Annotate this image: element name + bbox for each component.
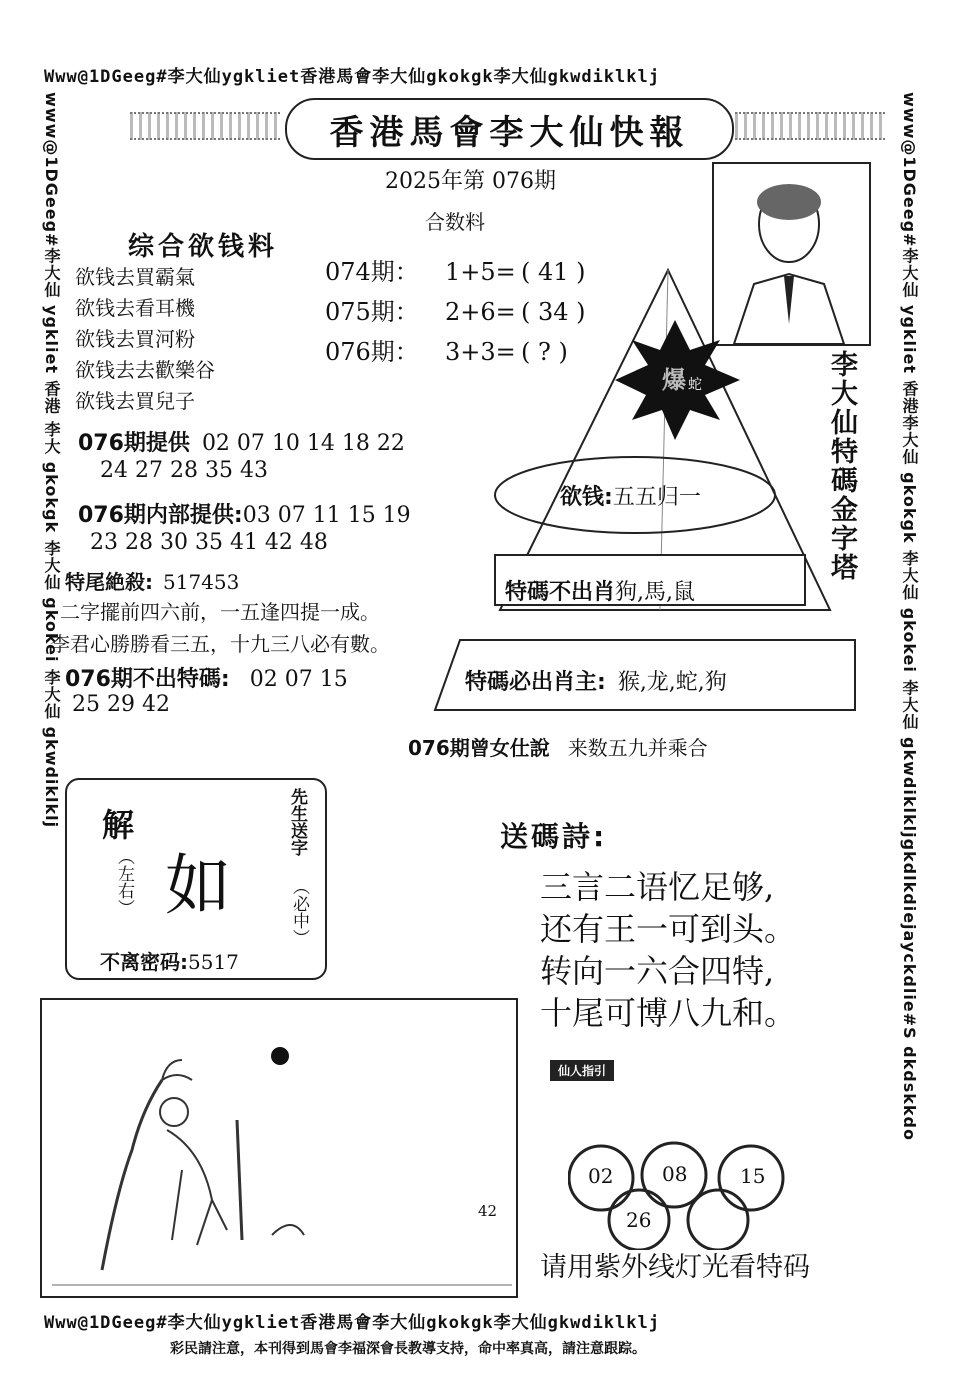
page-title: 香港馬會李大仙快報 bbox=[285, 98, 734, 160]
internal-line1: 03 07 11 15 19 bbox=[242, 503, 411, 528]
rings-caption: 请用紫外线灯光看特码 bbox=[540, 1252, 810, 1283]
provide-line1: 02 07 10 14 18 22 bbox=[201, 431, 405, 456]
provide-row bbox=[78, 426, 405, 457]
ring-number: 26 bbox=[626, 1208, 652, 1232]
internal-line2: 23 28 30 35 41 42 48 bbox=[90, 530, 328, 555]
ring-number: 08 bbox=[662, 1162, 688, 1186]
riddle-jie: 解 bbox=[102, 806, 135, 844]
poem-heading: 送碼詩: bbox=[500, 820, 608, 853]
right-border-text: www@1DGeeg#李大仙 ygkliet 香港李大仙 gkokgk 李大仙 gkokei 李大仙 gkwdiklkljgkdlkdiejayckdlie#S dkdskkdo bbox=[900, 92, 919, 1141]
sum-period: 076期： bbox=[325, 338, 419, 366]
verse-line-1: 二字擺前四六前，一五逢四提一成。 bbox=[60, 600, 380, 624]
riddle-side: （左右） bbox=[114, 848, 134, 916]
provide-line2: 24 27 28 35 43 bbox=[100, 458, 268, 483]
wish-item: 欲钱去買兒子 bbox=[75, 389, 195, 413]
no-code-line2: 25 29 42 bbox=[72, 692, 170, 717]
no-code-line1: 02 07 15 bbox=[249, 667, 348, 692]
wish-list bbox=[75, 262, 215, 417]
riddle-right-tag: （必中） bbox=[289, 878, 309, 946]
sum-period: 075期： bbox=[325, 298, 419, 326]
notice-text: 彩民請注意，本刊得到馬會李福深會長教導支持，命中率真高，請注意跟踪。 bbox=[170, 1341, 646, 1357]
riddle-code-value: 5517 bbox=[188, 950, 239, 974]
sum-result: ( 41 ) bbox=[521, 258, 586, 286]
picture-box bbox=[40, 998, 518, 1298]
must-value: 猴,龙,蛇,狗 bbox=[617, 670, 727, 695]
title-decoration-right bbox=[735, 112, 885, 140]
issue-number: 2025年第 076期 bbox=[385, 169, 556, 194]
ring-number: 02 bbox=[588, 1164, 614, 1188]
ring-number: 15 bbox=[740, 1164, 766, 1188]
wish-row bbox=[560, 480, 701, 511]
riddle-code-label: 不离密码: bbox=[100, 950, 188, 974]
internal-label: 076期内部提供: bbox=[78, 503, 243, 528]
tail-kill-label: 特尾絶殺: bbox=[65, 570, 153, 594]
pyramid-vertical-title: 李大仙特碼金字塔 bbox=[826, 350, 857, 582]
sum-result: ( 34 ) bbox=[521, 298, 586, 326]
burst-small: 蛇 bbox=[688, 377, 702, 393]
no-code-row bbox=[65, 662, 348, 693]
wish-item: 欲钱去買霸氣 bbox=[75, 265, 195, 289]
top-border-text: Www@1DGeeg#李大仙ygkliet香港馬會李大仙gkokgk李大仙gkwdiklklj bbox=[44, 67, 660, 87]
must-row bbox=[465, 665, 727, 696]
sum-subtitle: 合数料 bbox=[425, 210, 485, 234]
not-out-value: 狗,馬,鼠 bbox=[615, 580, 696, 605]
wish-item: 欲钱去去歡樂谷 bbox=[75, 358, 215, 382]
zeng-row bbox=[408, 732, 708, 761]
riddle-code-row bbox=[100, 946, 239, 975]
sum-expr: 1+5= bbox=[445, 258, 516, 286]
tail-kill-value: 517453 bbox=[163, 570, 240, 594]
picture-number: 42 bbox=[478, 1202, 498, 1220]
poem-lines bbox=[540, 866, 796, 1034]
no-code-label: 076期不出特碼: bbox=[65, 667, 230, 692]
sage-illustration bbox=[42, 1000, 516, 1296]
wish-value: 五五归一 bbox=[612, 485, 701, 510]
riddle-right-label: 先生送字 bbox=[287, 788, 307, 856]
zeng-label: 076期曾女仕說 bbox=[408, 736, 550, 760]
poem-line: 三言二语忆足够, bbox=[540, 868, 775, 906]
internal-row bbox=[78, 498, 411, 529]
not-out-row bbox=[505, 575, 695, 606]
poem-line: 还有王一可到头。 bbox=[540, 910, 797, 948]
left-heading: 综合欲钱料 bbox=[128, 232, 279, 262]
sum-period: 074期： bbox=[325, 258, 419, 286]
poem-line: 十尾可博八九和。 bbox=[540, 994, 797, 1032]
burst-big: 爆 bbox=[662, 366, 686, 394]
sum-result: ( ? ) bbox=[521, 338, 568, 366]
left-border-text: www@1DGeeg#李大仙 ygkliet 香港 李大 gkokgk 李大仙 gkokei 李大仙 gkwdiklklj bbox=[42, 92, 61, 829]
wish-item: 欲钱去看耳機 bbox=[75, 296, 195, 320]
title-decoration-left bbox=[130, 112, 280, 140]
sum-expr: 3+3= bbox=[445, 338, 516, 366]
poem-line: 转向一六合四特, bbox=[540, 952, 775, 990]
must-label: 特碼必出肖主: bbox=[465, 670, 606, 695]
poem-tag: 仙人指引 bbox=[550, 1060, 614, 1081]
rings-graphic bbox=[568, 1140, 858, 1250]
riddle-main-char: 如 bbox=[165, 847, 231, 924]
not-out-label: 特碼不出肖 bbox=[505, 580, 616, 605]
bottom-border-text: Www@1DGeeg#李大仙ygkliet香港馬會李大仙gkokgk李大仙gkwdiklklj bbox=[44, 1313, 660, 1333]
provide-label: 076期提供 bbox=[78, 431, 190, 456]
wish-label: 欲钱: bbox=[560, 485, 613, 510]
zeng-value: 来数五九并乘合 bbox=[567, 736, 708, 760]
tail-kill-row bbox=[65, 566, 239, 595]
sum-expr: 2+6= bbox=[445, 298, 516, 326]
wish-item: 欲钱去買河粉 bbox=[75, 327, 195, 351]
verse-line-2: 李君心勝勝看三五，十九三八必有數。 bbox=[50, 632, 390, 656]
